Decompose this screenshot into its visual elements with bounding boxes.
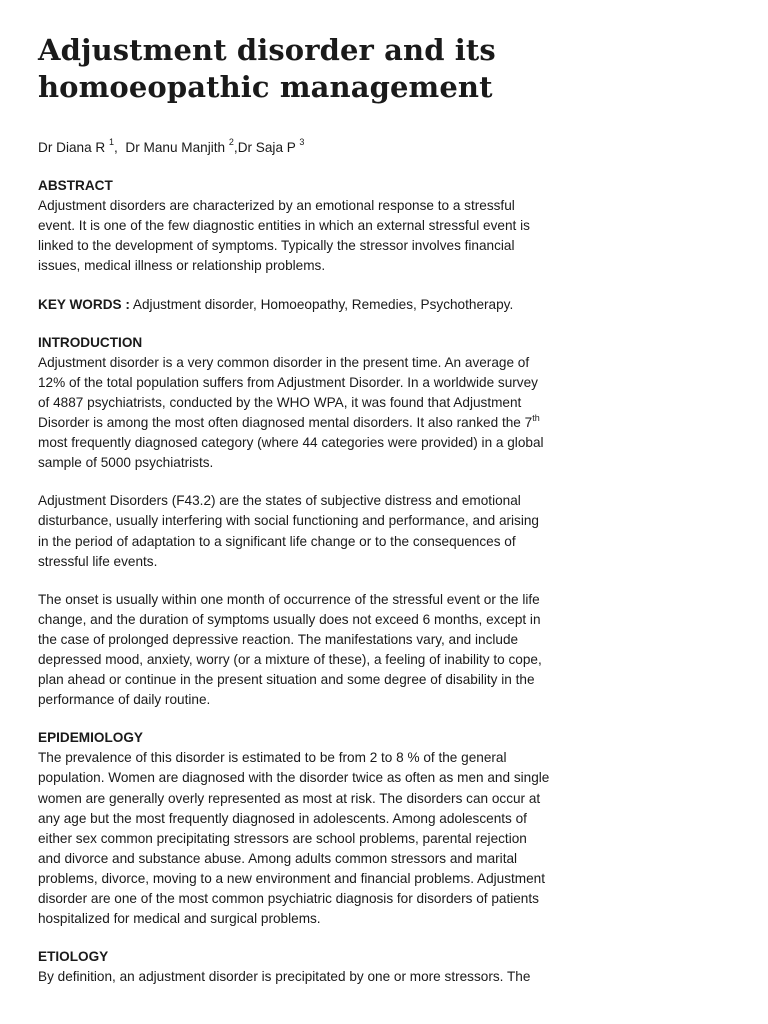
etiology-section xyxy=(38,947,553,987)
document-title: Adjustment disorder and its homoeopathic management xyxy=(38,33,496,104)
introduction-paragraph-1 xyxy=(38,353,553,474)
epidemiology-text: The prevalence of this disorder is estimated to be from 2 to 8 % of the general population. Women are diagnosed with the disorder twice as often as men and single women are generally overly represented as most at risk. The disorders can occur at any age but the most frequently diagnosed in adolescents. Among adolescents of either sex common precipitating stressors are school problems, parental rejection and divorce and substance abuse. Among adults common stressors and marital problems, divorce, moving to a new environment and financial problems. Adjustment disorder are one of the most common psychiatric diagnosis for disorders of patients hospitalized for medical and surgical problems. xyxy=(38,750,550,927)
author-3: Dr Saja P xyxy=(237,140,296,155)
introduction-paragraph-2: Adjustment Disorders (F43.2) are the states of subjective distress and emotional disturbance, usually interfering with social functioning and performance, and arising in the period of adaptation to a significant life change or to the consequences of stressful life events. xyxy=(38,493,539,569)
author-2: Dr Manu Manjith xyxy=(125,140,226,155)
epidemiology-heading: EPIDEMIOLOGY xyxy=(38,730,143,746)
abstract-heading: ABSTRACT xyxy=(38,178,113,194)
introduction-p1-text-continued: most frequently diagnosed category (where 44 categories were provided) in a global sample of 5000 psychiatrists. xyxy=(38,435,544,471)
keywords-label: KEY WORDS : xyxy=(38,296,130,312)
introduction-section xyxy=(38,333,553,711)
abstract-section xyxy=(38,176,553,276)
introduction-heading: INTRODUCTION xyxy=(38,334,143,350)
author-separator: , xyxy=(114,140,126,155)
etiology-text: By definition, an adjustment disorder is precipitated by one or more stressors. The xyxy=(38,969,531,985)
epidemiology-section xyxy=(38,728,553,929)
keywords-paragraph xyxy=(38,295,553,315)
document-page xyxy=(38,32,553,1005)
author-3-affiliation: 3 xyxy=(299,137,305,148)
keywords-text: Adjustment disorder, Homoeopathy, Remedies, Psychotherapy. xyxy=(129,296,514,312)
abstract-text: Adjustment disorders are characterized by an emotional response to a stressful event. It is one of the few diagnostic entities in which an external stressful event is linked to the development of symptoms. Typically the stressor involves financial issues, medical illness or relationship problems. xyxy=(38,198,530,274)
author-1: Dr Diana R xyxy=(38,140,106,155)
ordinal-superscript: th xyxy=(532,412,540,423)
author-1-affiliation: 1 xyxy=(109,137,115,148)
introduction-paragraph-3: The onset is usually within one month of occurrence of the stressful event or the life change, and the duration of symptoms usually does not exceed 6 months, except in the case of prolonged depressive reaction. The manifestations vary, and include depressed mood, anxiety, worry (or a mixture of these), a feeling of inability to cope, plan ahead or continue in the present situation and some degree of disability in the performance of daily routine. xyxy=(38,591,542,708)
author-line xyxy=(38,138,553,158)
author-separator: , xyxy=(233,140,238,155)
etiology-heading: ETIOLOGY xyxy=(38,949,109,965)
author-2-affiliation: 2 xyxy=(228,137,234,148)
introduction-p1-text: Adjustment disorder is a very common disorder in the present time. An average of 12% of the total population suffers from Adjustment Disorder. In a worldwide survey of 4887 psychiatrists, conducted by the WHO WPA, it was found that Adjustment Disorder is among the most often diagnosed mental disorders. It also ranked the 7 xyxy=(38,354,538,431)
